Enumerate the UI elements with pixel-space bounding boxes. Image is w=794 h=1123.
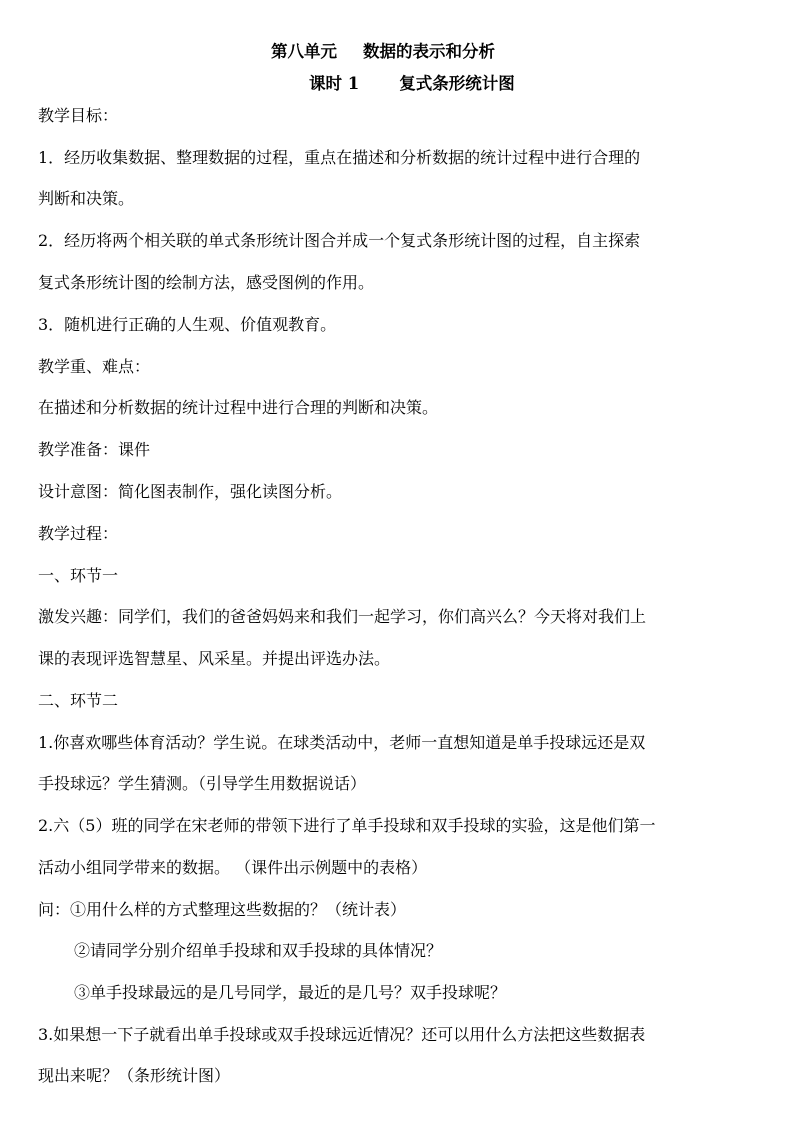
- unit-label: 第八单元: [271, 42, 337, 61]
- step-1-line-1: 1.你喜欢哪些体育活动？学生说。在球类活动中，老师一直想知道是单手投球远还是双: [38, 733, 646, 752]
- key-points-text: 在描述和分析数据的统计过程中进行合理的判断和决策。: [38, 398, 439, 417]
- unit-title: 数据的表示和分析: [363, 42, 495, 61]
- lesson-label: 课时 1: [309, 74, 360, 93]
- question-3: ③单手投球最远的是几号同学，最近的是几号？双手投球呢？: [74, 983, 507, 1002]
- objective-3: 3．随机进行正确的人生观、价值观教育。: [38, 315, 337, 334]
- question-2: ②请同学分别介绍单手投球和双手投球的具体情况？: [74, 941, 443, 960]
- objective-2-line-1: 2．经历将两个相关联的单式条形统计图合并成一个复式条形统计图的过程，自主探索: [38, 231, 641, 250]
- lesson-title: 复式条形统计图: [399, 74, 515, 93]
- step-2-line-2: 活动小组同学带来的数据。 （课件出示例题中的表格）: [38, 858, 428, 877]
- objective-1-line-2: 判断和决策。: [38, 189, 135, 208]
- stage-1-heading: 一、环节一: [38, 566, 119, 585]
- stage-2-heading: 二、环节二: [38, 691, 119, 710]
- step-3-line-1: 3.如果想一下子就看出单手投球或双手投球远近情况？还可以用什么方法把这些数据表: [38, 1025, 646, 1044]
- stage-1-line-1: 激发兴趣：同学们，我们的爸爸妈妈来和我们一起学习，你们高兴么？今天将对我们上: [38, 607, 647, 626]
- section-heading-process: 教学过程：: [38, 524, 119, 543]
- question-1: 问：①用什么样的方式整理这些数据的？（统计表）: [38, 900, 407, 919]
- unit-heading: [271, 42, 495, 62]
- lesson-heading: [309, 74, 515, 94]
- design-intent-text: 设计意图：简化图表制作，强化读图分析。: [38, 482, 343, 501]
- preparation-text: 教学准备：课件: [38, 440, 151, 459]
- step-3-line-2: 现出来呢？（条形统计图）: [38, 1066, 231, 1085]
- step-1-line-2: 手投球远？学生猜测。（引导学生用数据说话）: [38, 774, 367, 793]
- objective-2-line-2: 复式条形统计图的绘制方法，感受图例的作用。: [38, 273, 375, 292]
- objective-1-line-1: 1．经历收集数据、整理数据的过程，重点在描述和分析数据的统计过程中进行合理的: [38, 148, 641, 167]
- section-heading-objectives: 教学目标：: [38, 106, 119, 125]
- step-2-line-1: 2.六（5）班的同学在宋老师的带领下进行了单手投球和双手投球的实验，这是他们第一: [38, 816, 656, 835]
- section-heading-key-points: 教学重、难点：: [38, 357, 151, 376]
- stage-1-line-2: 课的表现评选智慧星、风采星。并提出评选办法。: [38, 649, 391, 668]
